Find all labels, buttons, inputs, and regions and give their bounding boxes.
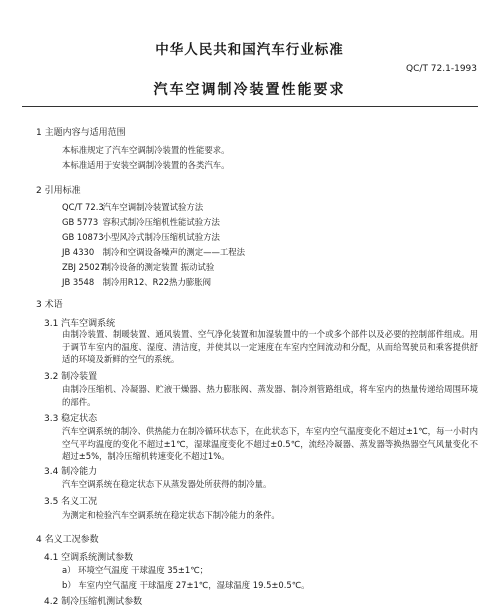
section-4-heading: 4 名义工况参数 xyxy=(36,535,99,545)
clause-4-1-item-a: a） 环境空气温度 干球温度 35±1℃； xyxy=(62,565,209,575)
term-3-3-label: 3.3 稳定状态 xyxy=(44,414,98,424)
reference-item xyxy=(62,201,203,213)
term-3-1-body: 由制冷装置、制暖装置、通风装置、空气净化装置和加湿装置中的一个或多个部件以及必要的控制部件组成。用于调节车室内的温度、湿度、清洁度，并使其以一定速度在车室内空间流动和分配，从而给驾驶员和乘客提供舒适的环境及新鲜的空气的系统。 xyxy=(62,329,478,364)
reference-code: ZBJ 25027 xyxy=(62,262,106,272)
standard-code: QC/T 72.1-1993 xyxy=(406,64,477,74)
standard-body-title: 中华人民共和国汽车行业标准 xyxy=(155,42,344,58)
term-3-1-label: 3.1 汽车空调系统 xyxy=(44,319,116,329)
reference-text: 汽车空调制冷装置试验方法 xyxy=(102,202,204,212)
reference-item xyxy=(62,276,211,288)
reference-code: JB 3548 xyxy=(62,277,95,287)
clause-4-1-label: 4.1 空调系统测试参数 xyxy=(44,553,134,563)
reference-code: GB 5773 xyxy=(62,217,99,227)
reference-text: 制冷设备的测定装置 振动试验 xyxy=(102,262,215,272)
term-3-4-label: 3.4 制冷能力 xyxy=(44,467,98,477)
term-3-5-body: 为测定和检验汽车空调系统在稳定状态下制冷能力的条件。 xyxy=(62,510,280,520)
reference-item xyxy=(62,261,214,273)
header-divider xyxy=(22,106,478,107)
reference-code: QC/T 72.3 xyxy=(62,202,104,212)
section-3-heading: 3 术语 xyxy=(36,300,63,310)
term-3-3-body: 汽车空调系统的制冷、供热能力在制冷循环状态下，在此状态下，车室内空气温度变化不超过±1℃，每一小时内空气平均温度的变化不超过±1℃，湿球温度变化不超过±0.5℃，流经冷凝器、蒸发器等换热器空气风量变化不超过±5%，制冷压缩机转速变化不超过1%。 xyxy=(62,426,478,461)
section-1-heading: 1 主题内容与适用范围 xyxy=(36,128,126,138)
section-2-heading: 2 引用标准 xyxy=(36,186,81,196)
document-title: 汽车空调制冷装置性能要求 xyxy=(153,82,346,98)
section-1-para-2: 本标准适用于安装空调制冷装置的各类汽车。 xyxy=(62,160,230,170)
reference-item xyxy=(62,231,220,243)
clause-4-2-label: 4.2 制冷压缩机测试参数 xyxy=(44,597,143,607)
term-3-2-body: 由制冷压缩机、冷凝器、贮液干燥器、热力膨胀阀、蒸发器、制冷剂管路组成，将车室内的热量传递给周围环境的部件。 xyxy=(62,384,478,407)
term-3-4-body: 汽车空调系统在稳定状态下从蒸发器处所获得的制冷量。 xyxy=(62,479,272,489)
reference-code: GB 10873 xyxy=(62,232,104,242)
reference-code: JB 4330 xyxy=(62,247,95,257)
clause-4-1-item-b: b） 车室内空气温度 干球温度 27±1℃，湿球温度 19.5±0.5℃。 xyxy=(62,580,310,590)
term-3-5-label: 3.5 名义工况 xyxy=(44,497,98,507)
reference-item xyxy=(62,216,220,228)
reference-text: 小型风冷式制冷压缩机试验方法 xyxy=(102,232,220,242)
section-1-para-1: 本标准规定了汽车空调制冷装置的性能要求。 xyxy=(62,145,230,155)
reference-text: 制冷和空调设备噪声的测定——工程法 xyxy=(102,247,246,257)
term-3-2-label: 3.2 制冷装置 xyxy=(44,372,98,382)
reference-text: 制冷用R12、R22热力膨胀阀 xyxy=(102,277,211,287)
reference-text: 容积式制冷压缩机性能试验方法 xyxy=(102,217,220,227)
reference-item xyxy=(62,246,245,258)
